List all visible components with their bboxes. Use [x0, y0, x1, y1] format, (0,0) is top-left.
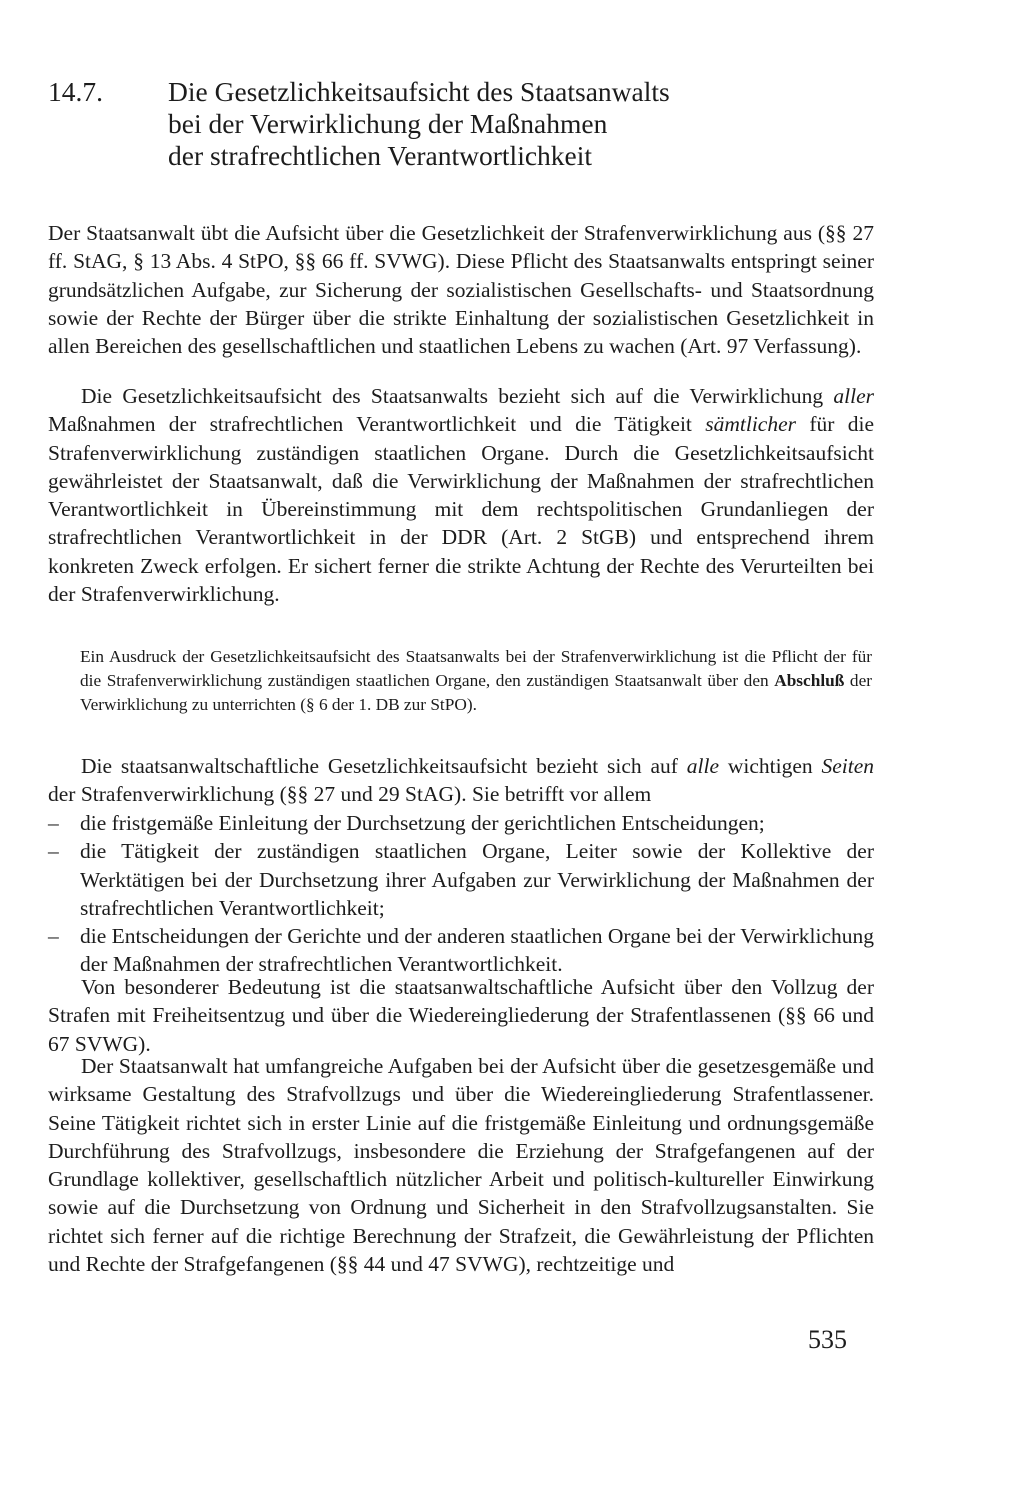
list-item-text: die fristgemäße Einleitung der Durchsetzung der gerichtlichen Entscheidungen;	[80, 811, 765, 835]
bold-term: Abschluß	[774, 671, 845, 690]
paragraph-text	[48, 382, 874, 608]
emphasis: alle	[686, 754, 720, 778]
list-item	[48, 922, 874, 979]
paragraph-5	[48, 1052, 874, 1278]
paragraph-text	[48, 752, 874, 809]
paragraph-4	[48, 973, 874, 1058]
paragraph-text: Der Staatsanwalt übt die Aufsicht über die Gesetzlichkeit der Strafenverwirklichung aus (§§ 27 ff. StAG, § 13 Abs. 4 StPO, §§ 66 ff. SVWG). Diese Pflicht des Staatsanwalts entspringt seiner grundsätzlichen Aufgabe, zur Sicherung der sozialistischen Gesellschafts- und Staatsordnung sowie der Rechte der Bürger über die strikte Einhaltung der sozialistischen Gesetzlichkeit in allen Bereichen des gesellschaftlichen und staatlichen Lebens zu wachen (Art. 97 Verfassung).	[48, 221, 874, 359]
text-run: Die Gesetzlichkeitsaufsicht des Staatsanwalts bezieht sich auf die Verwirklichung	[81, 384, 834, 408]
page-number: 535	[808, 1325, 847, 1354]
paragraph-text: Der Staatsanwalt hat umfangreiche Aufgaben bei der Aufsicht über die gesetzesgemäße und wirksame Gestaltung des Strafvollzugs und über die Wiedereingliederung Strafentlassener. Seine Tätigkeit richtet sich in erster Linie auf die fristgemäße Einleitung und ordnungsgemäße Durchführung des Strafvollzugs, insbesondere die Erziehung der Strafgefangenen auf der Grundlage kollektiver, gesellschaftlich nützlicher Arbeit und politisch-kultureller Einwirkung sowie auf die Durchsetzung von Ordnung und Sicherheit in den Strafvollzugsanstalten. Sie richtet sich ferner auf die richtige Berechnung der Strafzeit, die Gewährleistung der Pflichten und Rechte der Strafgefangenen (§§ 44 und 47 SVWG), rechtzeitige und	[48, 1054, 874, 1277]
text-run: Ein Ausdruck der Gesetzlichkeitsaufsicht des Staatsanwalts bei der Strafenverwirklichung ist die Pflicht der für die Strafenverwirklichung zuständigen staatlichen Organe, den zuständigen Staatsanwalt über den	[80, 647, 872, 690]
text-run: wichtigen	[719, 754, 822, 778]
section-title-line: bei der Verwirklichung der Maßnahmen	[168, 108, 608, 139]
section-title	[168, 76, 868, 172]
paragraph-1	[48, 219, 874, 360]
emphasis: sämtlicher	[705, 412, 797, 437]
list-item	[48, 837, 874, 922]
text-run: Die staatsanwaltschaftliche Gesetzlichkeitsaufsicht bezieht sich auf	[81, 754, 687, 778]
dash-bullet: –	[48, 839, 59, 864]
section-number: 14.7.	[48, 76, 103, 107]
text-run: der Verwirklichung zu unterrichten (§ 6 der 1. DB zur StPO).	[80, 671, 872, 714]
list-item	[48, 809, 874, 837]
text-run: Maßnahmen der strafrechtlichen Verantwortlichkeit und die Tätigkeit	[48, 412, 706, 437]
list-item-text: die Tätigkeit der zuständigen staatlichen Organe, Leiter sowie der Kollektive der Werktätigen bei der Durchsetzung ihrer Aufgaben zur Verwirklichung der Maßnahmen der strafrechtlichen Verantwortlichkeit;	[80, 839, 874, 920]
text-run: für die Strafenverwirklichung zuständigen staatlichen Organe. Durch die Gesetzlichkeitsaufsicht gewährleistet der Staatsanwalt, daß die Verwirklichung der Maßnahmen der strafrechtlichen Verantwortlichkeit in Übereinstimmung mit dem rechtspolitischen Grundanliegen der strafrechtlichen Verantwortlichkeit in der DDR (Art. 2 StGB) und entsprechend ihrem konkreten Zweck erfolgen. Er sichert ferner die strikte Achtung der Rechte des Verurteilten bei der Strafenverwirklichung.	[48, 412, 874, 607]
paragraph-text: Von besonderer Bedeutung ist die staatsanwaltschaftliche Aufsicht über den Vollzug der Strafen mit Freiheitsentzug und über die Wiedereingliederung der Strafentlassenen (§§ 66 und 67 SVWG).	[48, 975, 874, 1056]
dash-bullet: –	[48, 811, 59, 835]
section-title-line: Die Gesetzlichkeitsaufsicht des Staatsanwalts	[168, 76, 670, 107]
paragraph-3	[48, 752, 874, 809]
text-run: der Strafenverwirklichung (§§ 27 und 29 StAG). Sie betrifft vor allem	[48, 782, 652, 807]
dash-bullet: –	[48, 924, 59, 949]
small-print-note	[80, 645, 872, 717]
section-title-line: der strafrechtlichen Verantwortlichkeit	[168, 140, 593, 171]
emphasis: aller	[833, 384, 874, 408]
emphasis: Seiten	[821, 754, 874, 778]
list-item-text: die Entscheidungen der Gerichte und der anderen staatlichen Organe bei der Verwirklichung der Maßnahmen der strafrechtlichen Verantwortlichkeit.	[80, 924, 874, 977]
bullet-list	[48, 809, 874, 979]
paragraph-2	[48, 382, 874, 608]
